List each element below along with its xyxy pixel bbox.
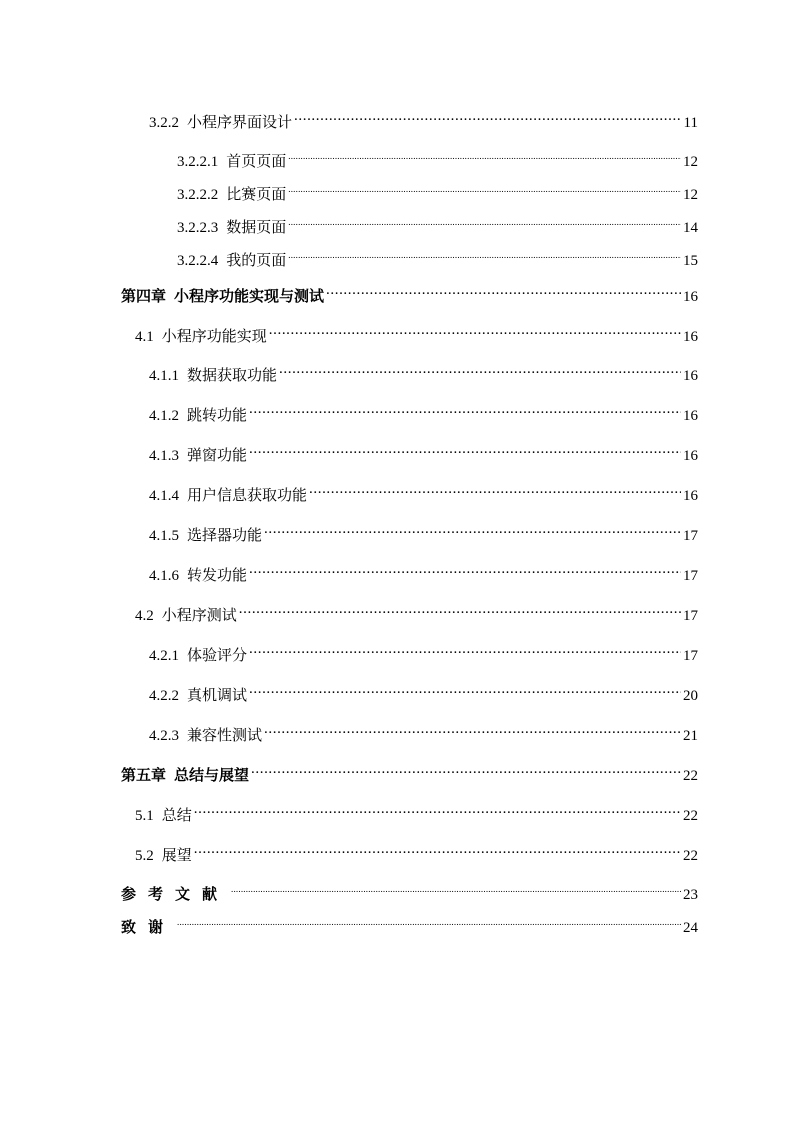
toc-entry-page: 17	[683, 608, 698, 624]
toc-entry-title: 小程序测试	[161, 606, 237, 624]
toc-entry[interactable]	[149, 480, 698, 506]
toc-entry-number: 4.2.2	[149, 688, 179, 704]
dot-leader	[288, 179, 681, 199]
toc-entry-page: 16	[683, 329, 698, 345]
toc-entry-title: 致谢	[121, 918, 176, 936]
toc-entry[interactable]	[149, 360, 698, 386]
toc-entry-page: 16	[683, 488, 698, 504]
toc-entry-page: 12	[683, 154, 698, 170]
toc-entry[interactable]	[177, 245, 698, 271]
dot-leader	[251, 760, 681, 780]
toc-entry-title: 总结与展望	[174, 766, 250, 784]
toc-entry-title: 转发功能	[187, 566, 248, 584]
toc-entry-number: 4.1.6	[149, 568, 179, 584]
toc-entry-title: 参考文献	[121, 885, 230, 903]
toc-entry-page: 15	[683, 253, 698, 269]
toc-entry[interactable]	[149, 440, 698, 466]
toc-entry[interactable]	[177, 179, 698, 205]
toc-entry-title: 真机调试	[187, 686, 248, 704]
toc-entry-page: 21	[683, 728, 698, 744]
toc-entry-title: 小程序功能实现	[161, 327, 267, 345]
dot-leader	[269, 321, 681, 341]
toc-entry-title: 选择器功能	[187, 526, 263, 544]
dot-leader	[249, 640, 681, 660]
toc-entry-title: 数据页面	[226, 218, 287, 236]
toc-entry-page: 17	[683, 568, 698, 584]
toc-entry-section[interactable]	[135, 600, 698, 626]
toc-entry-title: 数据获取功能	[187, 366, 278, 384]
toc-entry-number: 4.2	[135, 608, 154, 624]
toc-entry-page: 16	[683, 408, 698, 424]
toc-entry-page: 17	[683, 528, 698, 544]
toc-entry-number: 5.2	[135, 848, 154, 864]
dot-leader	[249, 440, 681, 460]
toc-entry-title: 比赛页面	[226, 185, 287, 203]
toc-entry-chapter[interactable]	[121, 760, 698, 786]
toc-entry-title: 小程序功能实现与测试	[174, 287, 325, 305]
toc-entry-title: 我的页面	[226, 251, 287, 269]
toc-entry-page: 16	[683, 368, 698, 384]
toc-entry-page: 22	[683, 768, 698, 784]
toc-entry[interactable]	[149, 107, 698, 133]
toc-entry-title: 小程序界面设计	[187, 113, 293, 131]
toc-entry-section[interactable]	[135, 840, 698, 866]
toc-entry-number: 3.2.2	[149, 115, 179, 131]
toc-entry-page: 14	[683, 220, 698, 236]
dot-leader	[326, 281, 681, 301]
toc-entry-title: 首页页面	[226, 152, 287, 170]
toc-entry-number: 第五章	[121, 766, 167, 784]
toc-entry-number: 5.1	[135, 808, 154, 824]
dot-leader	[231, 879, 681, 899]
toc-entry[interactable]	[149, 400, 698, 426]
toc-entry-section[interactable]	[135, 321, 698, 347]
dot-leader	[288, 245, 681, 265]
toc-entry-page: 17	[683, 648, 698, 664]
toc-entry-title: 总结	[161, 806, 192, 824]
toc-entry-title: 展望	[161, 846, 192, 864]
toc-entry-title: 体验评分	[187, 646, 248, 664]
dot-leader	[288, 212, 681, 232]
toc-entry-title: 跳转功能	[187, 406, 248, 424]
toc-entry-section[interactable]	[135, 800, 698, 826]
toc-entry-title: 弹窗功能	[187, 446, 248, 464]
toc-entry-page: 24	[683, 920, 698, 936]
toc-entry[interactable]	[177, 146, 698, 172]
toc-entry-number: 4.1.4	[149, 488, 179, 504]
toc-entry-references[interactable]	[121, 879, 698, 905]
toc-entry-page: 16	[683, 448, 698, 464]
dot-leader	[294, 107, 682, 127]
toc-entry-acknowledgements[interactable]	[121, 912, 698, 938]
toc-entry-number: 第四章	[121, 287, 167, 305]
dot-leader	[288, 146, 681, 166]
toc-entry-number: 3.2.2.4	[177, 253, 219, 269]
toc-entry-page: 16	[683, 289, 698, 305]
toc-entry[interactable]	[149, 720, 698, 746]
dot-leader	[249, 680, 681, 700]
toc-entry-number: 4.2.1	[149, 648, 179, 664]
toc-entry-page: 22	[683, 808, 698, 824]
dot-leader	[264, 520, 681, 540]
toc-entry-page: 11	[683, 115, 698, 131]
toc-entry-title: 用户信息获取功能	[187, 486, 308, 504]
dot-leader	[194, 800, 681, 820]
toc-entry-number: 3.2.2.1	[177, 154, 219, 170]
dot-leader	[249, 560, 681, 580]
toc-entry[interactable]	[149, 520, 698, 546]
toc-entry-number: 3.2.2.3	[177, 220, 219, 236]
toc-entry-page: 23	[683, 887, 698, 903]
toc-entry-number: 4.1	[135, 329, 154, 345]
toc-entry-number: 3.2.2.2	[177, 187, 219, 203]
dot-leader	[309, 480, 681, 500]
dot-leader	[194, 840, 681, 860]
toc-entry[interactable]	[177, 212, 698, 238]
toc-entry-number: 4.1.2	[149, 408, 179, 424]
toc-entry-number: 4.2.3	[149, 728, 179, 744]
toc-entry[interactable]	[149, 560, 698, 586]
dot-leader	[239, 600, 681, 620]
toc-entry-chapter[interactable]	[121, 281, 698, 307]
toc-entry-number: 4.1.3	[149, 448, 179, 464]
dot-leader	[279, 360, 681, 380]
toc-entry[interactable]	[149, 680, 698, 706]
dot-leader	[264, 720, 681, 740]
toc-entry-page: 22	[683, 848, 698, 864]
toc-entry-page: 12	[683, 187, 698, 203]
dot-leader	[177, 912, 681, 932]
toc-entry-title: 兼容性测试	[187, 726, 263, 744]
toc-entry-number: 4.1.5	[149, 528, 179, 544]
dot-leader	[249, 400, 681, 420]
toc-entry-page: 20	[683, 688, 698, 704]
toc-entry[interactable]	[149, 640, 698, 666]
toc-entry-number: 4.1.1	[149, 368, 179, 384]
